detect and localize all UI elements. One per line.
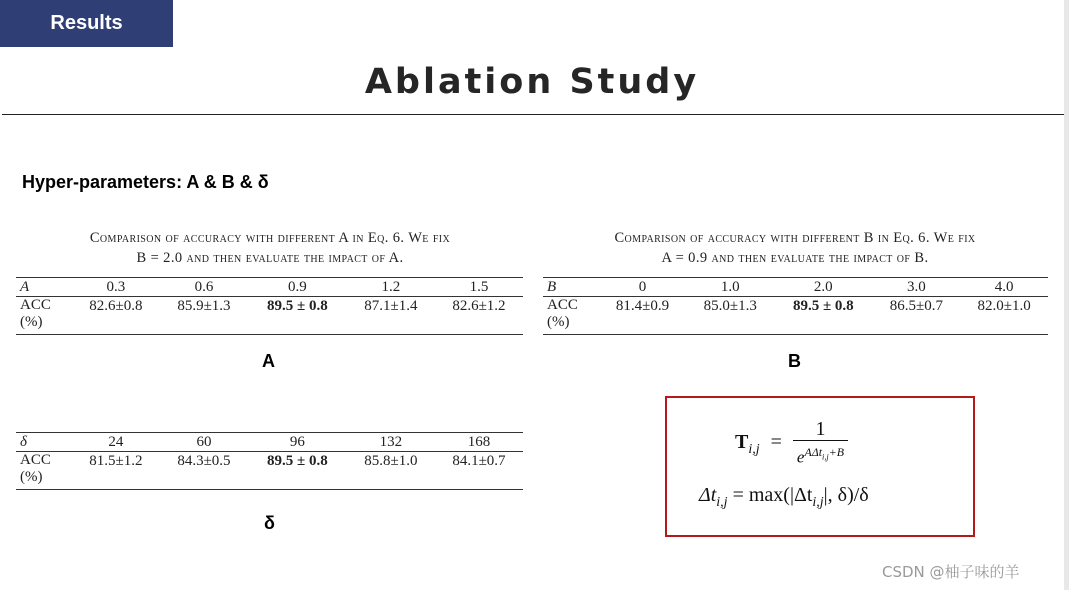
table-a-col: 1.2 xyxy=(381,279,401,295)
percent-label: (%) xyxy=(547,314,570,330)
table-a-caption-line1: Comparison of accuracy with different A in Eq. 6. We fix xyxy=(89,230,451,246)
table-b-col: 3.0 xyxy=(907,279,926,295)
table-b-caption xyxy=(545,228,1045,268)
formula-exp-tail: +B xyxy=(828,445,845,459)
table-delta-cell: 81.5±1.2 xyxy=(89,453,143,469)
acc-label: ACC xyxy=(20,452,51,468)
table-delta-col: 60 xyxy=(196,434,212,450)
table-b-cell: 86.5±0.7 xyxy=(889,298,943,314)
table-b-header-row xyxy=(543,278,1048,297)
table-delta-acc-row xyxy=(16,452,523,490)
watermark: CSDN @柚子味的羊 xyxy=(882,563,1020,581)
table-b-cell: 82.0±1.0 xyxy=(977,298,1031,314)
formula-exp: AΔt xyxy=(804,445,822,459)
table-a-header-row xyxy=(16,278,523,297)
formula-dt-sub: i,j xyxy=(716,495,728,510)
formula-numerator: 1 xyxy=(793,418,848,441)
table-a-row-label xyxy=(16,297,72,335)
table-b-sublabel: B xyxy=(788,351,801,371)
table-a-col: 0.9 xyxy=(288,279,307,295)
table-delta-var: δ xyxy=(20,434,27,450)
table-a-col: 0.6 xyxy=(194,279,214,295)
table-a-cell: 87.1±1.4 xyxy=(364,298,418,314)
formula-denominator xyxy=(793,441,848,469)
table-b-acc-row xyxy=(543,297,1048,335)
table-b-var: B xyxy=(547,279,557,295)
table-delta-col: 132 xyxy=(379,434,403,450)
table-b-caption-line2: A = 0.9 and then evaluate the impact of B. xyxy=(661,250,929,266)
table-a-col: 0.3 xyxy=(106,279,126,295)
table-a-sublabel: A xyxy=(262,351,275,371)
table-a-caption xyxy=(20,228,520,268)
table-a-cell-best: 89.5 ± 0.8 xyxy=(267,298,328,314)
percent-label: (%) xyxy=(20,314,43,330)
acc-label: ACC xyxy=(547,297,578,313)
acc-label: ACC xyxy=(20,297,51,313)
formula-max-a: = max(|Δt xyxy=(732,484,813,506)
formula-box xyxy=(665,396,975,537)
table-b-cell-best: 89.5 ± 0.8 xyxy=(792,298,854,314)
table-delta-col: 168 xyxy=(467,434,491,450)
table-a-var: A xyxy=(20,279,30,295)
table-delta-sublabel: δ xyxy=(264,513,275,533)
table-delta-header-row xyxy=(16,433,523,452)
table-b-col: 0 xyxy=(638,279,647,295)
formula-t-sub: i,j xyxy=(748,441,760,457)
table-delta-col: 24 xyxy=(108,434,124,450)
table-a xyxy=(16,277,523,335)
formula-fraction xyxy=(793,418,848,469)
table-b-cell: 81.4±0.9 xyxy=(615,298,670,314)
table-a-col: 1.5 xyxy=(469,279,489,295)
table-b-caption-line1: Comparison of accuracy with different B in Eq. 6. We fix xyxy=(614,230,976,246)
table-delta-cell: 84.1±0.7 xyxy=(452,453,506,469)
table-a-cell: 82.6±1.2 xyxy=(452,298,506,314)
formula-t: T xyxy=(735,430,749,453)
table-a-cell: 82.6±0.8 xyxy=(89,298,143,314)
table-b xyxy=(543,277,1048,335)
right-edge-strip xyxy=(1064,0,1069,590)
hyper-parameters-label: Hyper-parameters: A & B & δ xyxy=(22,172,269,192)
title-divider xyxy=(2,114,1064,115)
table-a-acc-row xyxy=(16,297,523,335)
formula-dt: Δt xyxy=(699,484,717,506)
formula-e: e xyxy=(796,447,805,467)
table-b-row-label xyxy=(543,297,599,335)
formula-max-sub: i,j xyxy=(812,495,824,510)
formula-max-b: |, δ)/δ xyxy=(823,484,869,506)
table-a-cell: 85.9±1.3 xyxy=(177,298,231,314)
formula-exp-sub: i,j xyxy=(822,452,829,462)
table-delta-cell: 85.8±1.0 xyxy=(364,453,418,469)
table-delta-cell-best: 89.5 ± 0.8 xyxy=(267,453,328,469)
table-b-col: 2.0 xyxy=(813,279,833,295)
table-delta-cell: 84.3±0.5 xyxy=(177,453,231,469)
table-b-col: 1.0 xyxy=(720,279,740,295)
table-delta xyxy=(16,432,523,490)
table-b-col: 4.0 xyxy=(994,279,1014,295)
table-a-caption-line2: B = 2.0 and then evaluate the impact of A. xyxy=(136,250,404,266)
page-title: Ablation Study xyxy=(364,62,700,102)
table-b-cell: 85.0±1.3 xyxy=(703,298,757,314)
results-tab-label: Results xyxy=(50,12,123,34)
percent-label: (%) xyxy=(20,469,43,485)
table-delta-row-label xyxy=(16,452,72,490)
table-delta-col: 96 xyxy=(289,434,305,450)
formula-line-1: $T_{i,j}$ = $\frac{1}{e^{A\Delta t_{i,j}+B}}$ xyxy=(735,418,848,469)
formula-line-2 xyxy=(699,484,869,511)
results-tab[interactable] xyxy=(0,0,173,47)
